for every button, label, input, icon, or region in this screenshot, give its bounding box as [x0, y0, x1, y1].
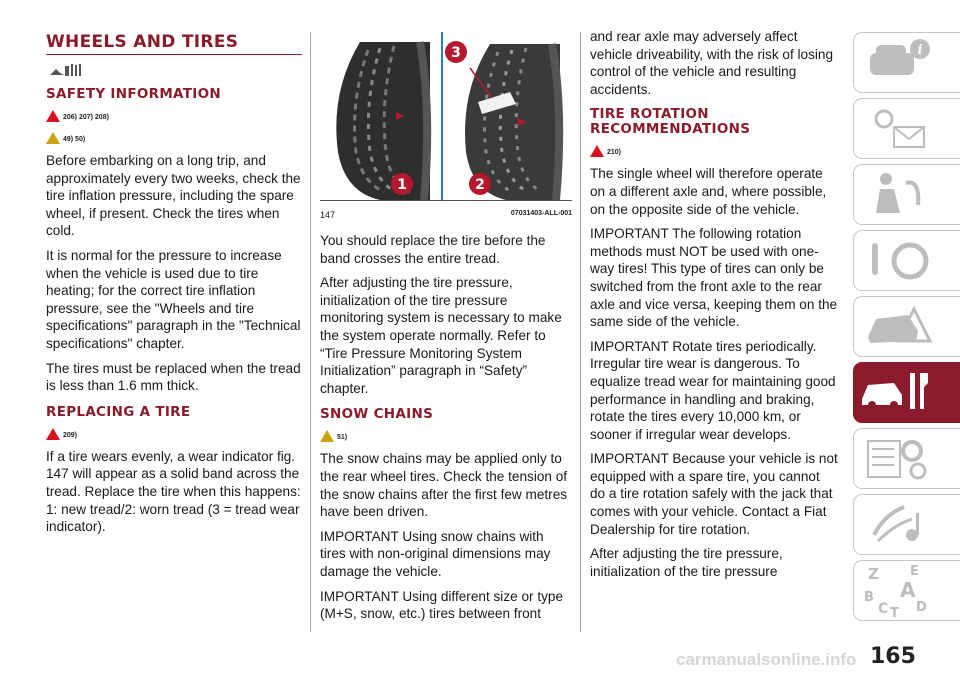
wheels-tires-icon: [48, 63, 302, 79]
paragraph: Before embarking on a long trip, and approximately every two weeks, check the tire inflation pressure, including the spare wheel, if present. Check the tires when cold.: [46, 153, 301, 239]
paragraph: IMPORTANT Using different size or type (M+S, snow, etc.) tires between front: [320, 588, 564, 622]
tab-starting-driving[interactable]: [853, 230, 960, 291]
car-info-icon: [854, 33, 944, 91]
warning-lights-icon: [854, 99, 944, 157]
warning-triangle-icon: [46, 110, 60, 122]
tab-multimedia[interactable]: [853, 494, 960, 555]
svg-text:2: 2: [475, 177, 485, 193]
watermark: carmanualsonline.info: [676, 650, 857, 669]
warning-refs: 206) 207) 208): [63, 114, 109, 121]
column-1: [46, 28, 302, 543]
paragraph: After adjusting the tire pressure, initialization of the tire pressure monitoring system is necessary to make the system operate normally. Refer to “Tire Pressure Monitoring System Initialization” paragraph in “Safety” chapter.: [320, 275, 562, 396]
svg-text:E: E: [910, 564, 919, 579]
column-divider: [580, 32, 581, 632]
tab-car-info[interactable]: [853, 32, 960, 93]
caution-ref: [46, 130, 302, 146]
callout-2: [469, 173, 491, 195]
tire-wear-figure: [320, 32, 572, 201]
warning-refs: 209): [63, 431, 78, 439]
paragraph: You should replace the tire before the band crosses the entire tread.: [320, 233, 546, 266]
paragraph: If a tire wears evenly, a wear indicator fig. 147 will appear as a solid band across the tread. Replace the tire when this happens: 1: new tread/2: worn tread (3 = tread wear indicator).: [46, 448, 301, 535]
seatbelt-airbag-icon: [854, 165, 944, 223]
paragraph: IMPORTANT Using snow chains with tires with non-original dimensions may damage the vehicle.: [320, 528, 551, 579]
new-tire-illustration: [336, 42, 430, 200]
paragraph: The tires must be replaced when the tread is less than 1.6 mm thick.: [46, 360, 301, 394]
rotation-heading-line-2: RECOMMENDATIONS: [590, 121, 751, 138]
caution-refs: 51): [337, 434, 348, 442]
svg-text:3: 3: [451, 45, 461, 61]
svg-text:i: i: [917, 43, 923, 58]
paragraph: IMPORTANT The following rotation methods must NOT be used with one-way tires! This type of tires can only be switched from the front axle to the rear axle and vice versa, keeping them on the same side of the vehicle.: [590, 226, 838, 330]
steering-key-icon: [854, 231, 944, 289]
paragraph: The single wheel will therefore operate on a different axle and, where possible, on the opposite side of the vehicle.: [590, 166, 827, 217]
rotation-heading: [590, 107, 838, 137]
crash-icon: [854, 297, 944, 355]
svg-text:C: C: [878, 601, 889, 617]
paragraph: The snow chains may be applied only to the rear wheel tires. Check the tension of the snow chains after the first few metres have been driven.: [320, 451, 568, 520]
page-title: WHEELS AND TIRES: [46, 32, 302, 55]
warning-triangle-icon: [590, 145, 604, 157]
svg-text:B: B: [864, 590, 874, 605]
paragraph: It is normal for the pressure to increase when the vehicle is used due to tire heating; for the correct tire inflation pressure, see the "Wheels and tire specifications" paragraph in the "Technical specifications" chapter.: [46, 247, 301, 351]
warning-ref: [46, 426, 302, 442]
figure-number: 147: [320, 210, 336, 220]
warning-refs: 210): [607, 149, 622, 157]
page-number: 165: [870, 644, 916, 669]
caution-hand-icon: [320, 430, 334, 442]
safety-heading: SAFETY INFORMATION: [46, 86, 221, 102]
svg-text:T: T: [890, 606, 899, 619]
warning-triangle-icon: [46, 428, 60, 440]
column-3: [590, 28, 838, 587]
tab-safety[interactable]: [853, 164, 960, 225]
snow-chains-heading: SNOW CHAINS: [320, 406, 434, 423]
column-2: [320, 28, 572, 630]
callout-3: [445, 41, 467, 63]
tab-index[interactable]: [853, 560, 960, 621]
callout-1: [391, 173, 413, 195]
caution-hand-icon: [46, 132, 60, 144]
paragraph: and rear axle may adversely affect vehicle driveability, with the risk of losing control of the vehicle and resulting accidents.: [590, 29, 834, 97]
rotation-heading-line-1: TIRE ROTATION: [590, 106, 709, 123]
warning-ref: [590, 143, 838, 159]
car-tools-icon: [854, 363, 944, 421]
svg-text:1: 1: [397, 177, 407, 193]
specs-gear-icon: [854, 429, 944, 487]
paragraph: After adjusting the tire pressure, initialization of the tire pressure: [590, 546, 783, 579]
caution-ref: [320, 428, 572, 444]
tab-warning-lights[interactable]: [853, 98, 960, 159]
svg-text:D: D: [916, 600, 927, 615]
warning-ref: [46, 108, 302, 124]
index-letters-icon: [854, 561, 944, 619]
paragraph: IMPORTANT Because your vehicle is not equipped with a spare tire, you cannot do a tire rotation safely with the jack that comes with your vehicle. Contact a Fiat Dealership for tire rotation.: [590, 451, 838, 537]
svg-text:A: A: [900, 578, 916, 602]
figure-code: 07031403-ALL-001: [510, 210, 572, 217]
column-divider: [310, 32, 311, 632]
paragraph: IMPORTANT Rotate tires periodically. Irregular tire wear is dangerous. To equalize tread wear for maintaining good performance in handling and braking, rotate the tires every 10,000 km, or sooner if irregular wear develops.: [590, 338, 836, 442]
multimedia-icon: [854, 495, 944, 553]
tab-emergency[interactable]: [853, 296, 960, 357]
replacing-heading: REPLACING A TIRE: [46, 403, 191, 420]
svg-text:Z: Z: [868, 565, 879, 583]
caution-refs: 49) 50): [63, 136, 86, 143]
tab-specifications[interactable]: [853, 428, 960, 489]
tab-maintenance[interactable]: [853, 362, 960, 423]
figure-caption: [320, 210, 572, 220]
